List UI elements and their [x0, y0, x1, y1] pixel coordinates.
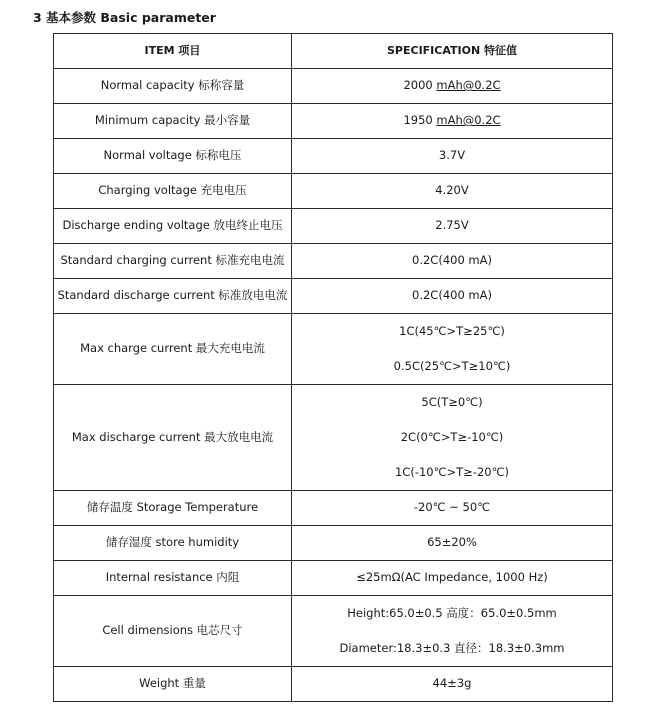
table-row	[54, 385, 613, 491]
row-item-standard-discharge-current: Standard discharge current 标准放电电流	[54, 279, 292, 314]
spec-value: 2000	[403, 78, 437, 93]
row-item-storage-temperature: 储存温度 Storage Temperature	[54, 491, 292, 526]
row-spec-max-charge-current	[292, 314, 613, 385]
table-row	[54, 491, 613, 526]
row-spec-max-discharge-current	[292, 385, 613, 491]
table-row	[54, 314, 613, 385]
row-item-discharge-ending-voltage: Discharge ending voltage 放电终止电压	[54, 209, 292, 244]
table-row	[54, 104, 613, 139]
row-spec-weight: 44±3g	[292, 667, 613, 702]
row-item-internal-resistance: Internal resistance 内阻	[54, 561, 292, 596]
spec-value: 1950	[403, 113, 437, 128]
table-row	[54, 561, 613, 596]
spec-line: 1C(45℃>T≥25℃)	[399, 324, 505, 338]
basic-parameter-table	[53, 33, 613, 702]
specification-column-header: SPECIFICATION 特征值	[292, 34, 613, 69]
table-row	[54, 596, 613, 667]
table-row	[54, 139, 613, 174]
row-item-normal-capacity: Normal capacity 标称容量	[54, 69, 292, 104]
spec-line: Diameter:18.3±0.3 直径：18.3±0.3mm	[339, 641, 565, 655]
row-spec-internal-resistance: ≤25mΩ(AC Impedance, 1000 Hz)	[292, 561, 613, 596]
row-item-charging-voltage: Charging voltage 充电电压	[54, 174, 292, 209]
table-row	[54, 667, 613, 702]
row-item-max-discharge-current: Max discharge current 最大放电电流	[54, 385, 292, 491]
row-item-cell-dimensions: Cell dimensions 电芯尺寸	[54, 596, 292, 667]
row-spec-normal-voltage: 3.7V	[292, 139, 613, 174]
row-spec-normal-capacity	[292, 69, 613, 104]
table-header-row	[54, 34, 613, 69]
table-row	[54, 174, 613, 209]
row-spec-store-humidity: 65±20%	[292, 526, 613, 561]
item-column-header: ITEM 项目	[54, 34, 292, 69]
row-item-minimum-capacity: Minimum capacity 最小容量	[54, 104, 292, 139]
row-item-normal-voltage: Normal voltage 标称电压	[54, 139, 292, 174]
row-item-weight: Weight 重量	[54, 667, 292, 702]
spec-line: 1C(-10℃>T≥-20℃)	[394, 465, 509, 479]
row-item-max-charge-current: Max charge current 最大充电电流	[54, 314, 292, 385]
table-row	[54, 209, 613, 244]
table-row	[54, 69, 613, 104]
row-spec-cell-dimensions	[292, 596, 613, 667]
table-row	[54, 244, 613, 279]
row-spec-standard-charging-current: 0.2C(400 mA)	[292, 244, 613, 279]
row-spec-discharge-ending-voltage: 2.75V	[292, 209, 613, 244]
table-row	[54, 526, 613, 561]
section-title: 3 基本参数 Basic parameter	[33, 10, 216, 25]
row-spec-minimum-capacity	[292, 104, 613, 139]
spec-line: 0.5C(25℃>T≥10℃)	[393, 359, 511, 373]
spec-unit: mAh@0.2C	[436, 78, 501, 93]
row-spec-storage-temperature: -20℃ ~ 50℃	[292, 491, 613, 526]
spec-unit: mAh@0.2C	[436, 113, 501, 128]
row-item-store-humidity: 储存湿度 store humidity	[54, 526, 292, 561]
table-row	[54, 279, 613, 314]
spec-line: Height:65.0±0.5 高度：65.0±0.5mm	[347, 606, 557, 620]
row-spec-standard-discharge-current: 0.2C(400 mA)	[292, 279, 613, 314]
spec-line: 2C(0℃>T≥-10℃)	[400, 430, 504, 444]
spec-line: 5C(T≥0℃)	[421, 395, 483, 409]
row-spec-charging-voltage: 4.20V	[292, 174, 613, 209]
row-item-standard-charging-current: Standard charging current 标准充电电流	[54, 244, 292, 279]
